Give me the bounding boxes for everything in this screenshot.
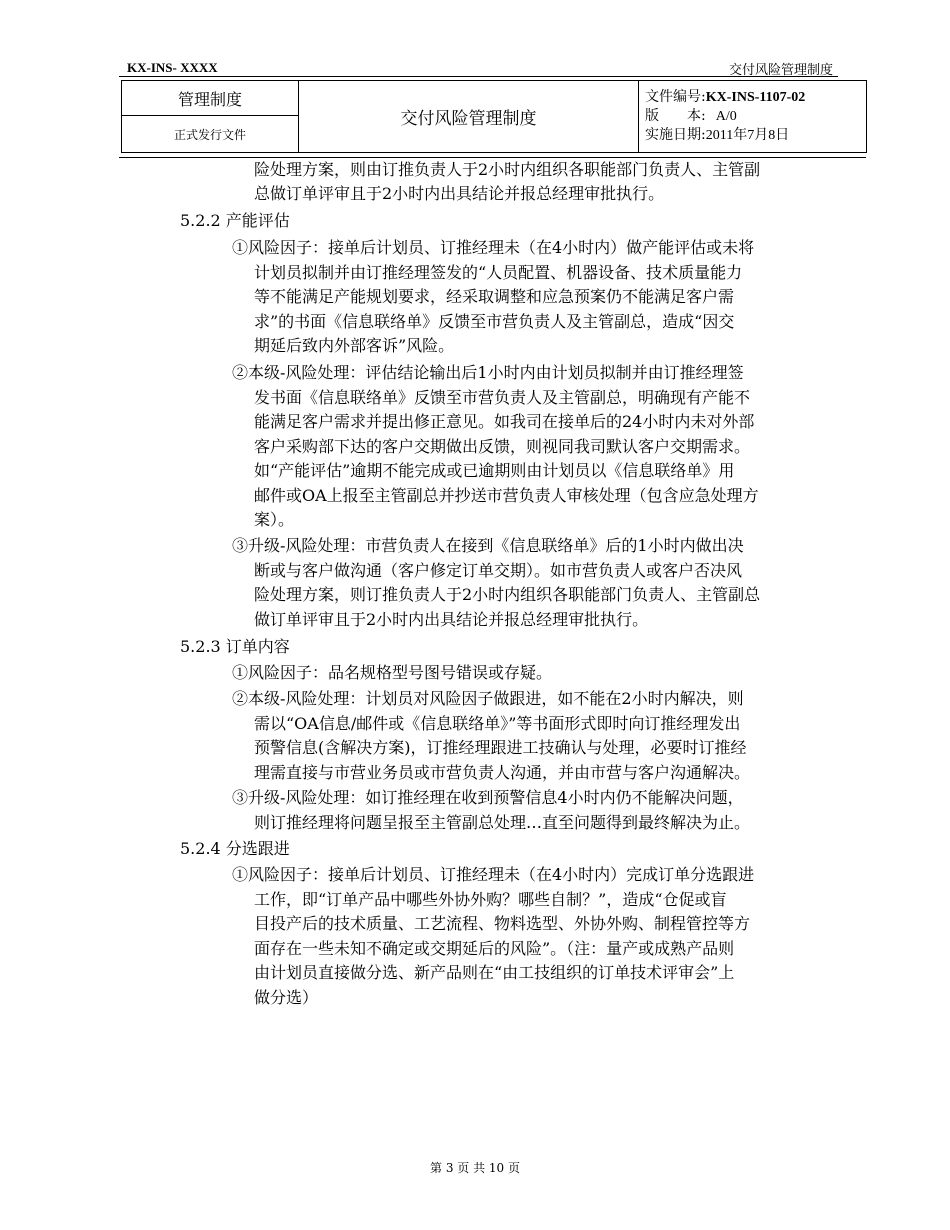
- text-line: 总做订单评审且于2小时内出具结论并报总经理审批执行。: [254, 184, 665, 203]
- text-line: 做分选）: [254, 988, 319, 1007]
- date: 2011年7月8日: [705, 128, 790, 143]
- file-no: KX-INS-1107-02: [705, 90, 806, 105]
- text-line: ③升级-风险处理：市营负责人在接到《信息联络单》后的1小时内做出决: [232, 536, 744, 555]
- header-code: KX-INS- XXXX: [127, 60, 218, 75]
- file-no-label: 文件编号:: [645, 89, 706, 105]
- text-line: 险处理方案，则由订推负责人于2小时内组织各职能部门负责人、主管副: [254, 160, 761, 179]
- text-line: 能满足客户需求并提出修正意见。如我司在接单后的24小时内未对外部: [254, 412, 755, 431]
- text-line: 求”的书面《信息联络单》反馈至市营负责人及主管副总，造成“因交: [254, 312, 735, 331]
- text-line: 断或与客户做沟通（客户修定订单交期）。如市营负责人或客户否决风: [254, 561, 743, 580]
- date-label: 实施日期:: [645, 127, 706, 143]
- doc-name: 交付风险管理制度: [299, 81, 639, 153]
- document-info-table: [121, 80, 867, 153]
- text-line: 由计划员直接做分选、新产品则在“由工技组织的订单技术评审会”上: [254, 963, 735, 982]
- doc-meta: [639, 81, 867, 153]
- text-line: 如“产能评估”逾期不能完成或已逾期则由计划员以《信息联络单》用: [254, 461, 735, 480]
- text-line: 发书面《信息联络单》反馈至市营负责人及主管副总，明确现有产能不: [254, 388, 751, 407]
- text-line: 期延后致内外部客诉”风险。: [254, 336, 455, 355]
- text-line: ①风险因子：接单后计划员、订推经理未（在4小时内）完成订单分选跟进: [232, 865, 755, 884]
- doc-status: 正式发行文件: [122, 116, 299, 153]
- version-label: 版 本:: [645, 108, 706, 124]
- section-heading: 5.2.4 分选跟进: [180, 839, 290, 858]
- text-line: 工作，即“订单产品中哪些外协外购？哪些自制？”，造成“仓促或盲: [254, 890, 727, 909]
- text-line: 需以“OA信息/邮件或《信息联络单》”等书面形式即时向订推经理发出: [254, 714, 741, 733]
- text-line: ③升级-风险处理：如订推经理在收到预警信息4小时内仍不能解决问题，: [232, 788, 744, 807]
- text-line: 等不能满足产能规划要求，经采取调整和应急预案仍不能满足客户需: [254, 287, 735, 306]
- text-line: 客户采购部下达的客户交期做出反馈，则视同我司默认客户交期需求。: [254, 437, 751, 456]
- text-line: ②本级-风险处理：计划员对风险因子做跟进，如不能在2小时内解决，则: [232, 689, 744, 708]
- text-line: 面存在一些未知不确定或交期延后的风险”。（注：量产或成熟产品则: [254, 939, 735, 958]
- text-line: 邮件或OA上报至主管副总并抄送市营负责人审核处理（包含应急处理方: [254, 486, 759, 505]
- doc-category: 管理制度: [122, 81, 299, 116]
- text-line: 目投产后的技术质量、工艺流程、物料选型、外协外购、制程管控等方: [254, 914, 751, 933]
- text-line: ②本级-风险处理：评估结论输出后1小时内由计划员拟制并由订推经理签: [232, 363, 744, 382]
- text-line: 预警信息(含解决方案)，订推经理跟进工技确认与处理，必要时订推经: [254, 738, 747, 757]
- text-line: 计划员拟制并由订推经理签发的“人员配置、机器设备、技术质量能力: [254, 263, 743, 282]
- text-line: 理需直接与市营业务员或市营负责人沟通，并由市营与客户沟通解决。: [254, 763, 751, 782]
- text-line: ①风险因子：接单后计划员、订推经理未（在4小时内）做产能评估或未将: [232, 238, 755, 257]
- page-footer: 第 3 页 共 10 页: [430, 1161, 520, 1175]
- section-heading: 5.2.2 产能评估: [180, 211, 290, 230]
- header-line: [119, 76, 838, 77]
- section-heading: 5.2.3 订单内容: [180, 637, 290, 656]
- text-line: 险处理方案，则订推负责人于2小时内组织各职能部门负责人、主管副总: [254, 585, 761, 604]
- text-line: 做订单评审且于2小时内出具结论并报总经理审批执行。: [254, 610, 649, 629]
- text-line: ①风险因子：品名规格型号图号错误或存疑。: [232, 663, 553, 682]
- version: A/0: [715, 109, 737, 124]
- header-title: 交付风险管理制度: [728, 63, 833, 78]
- text-line: 案）。: [254, 510, 295, 529]
- text-line: 则订推经理将问题呈报至主管副总处理…直至问题得到最终解决为止。: [254, 813, 751, 832]
